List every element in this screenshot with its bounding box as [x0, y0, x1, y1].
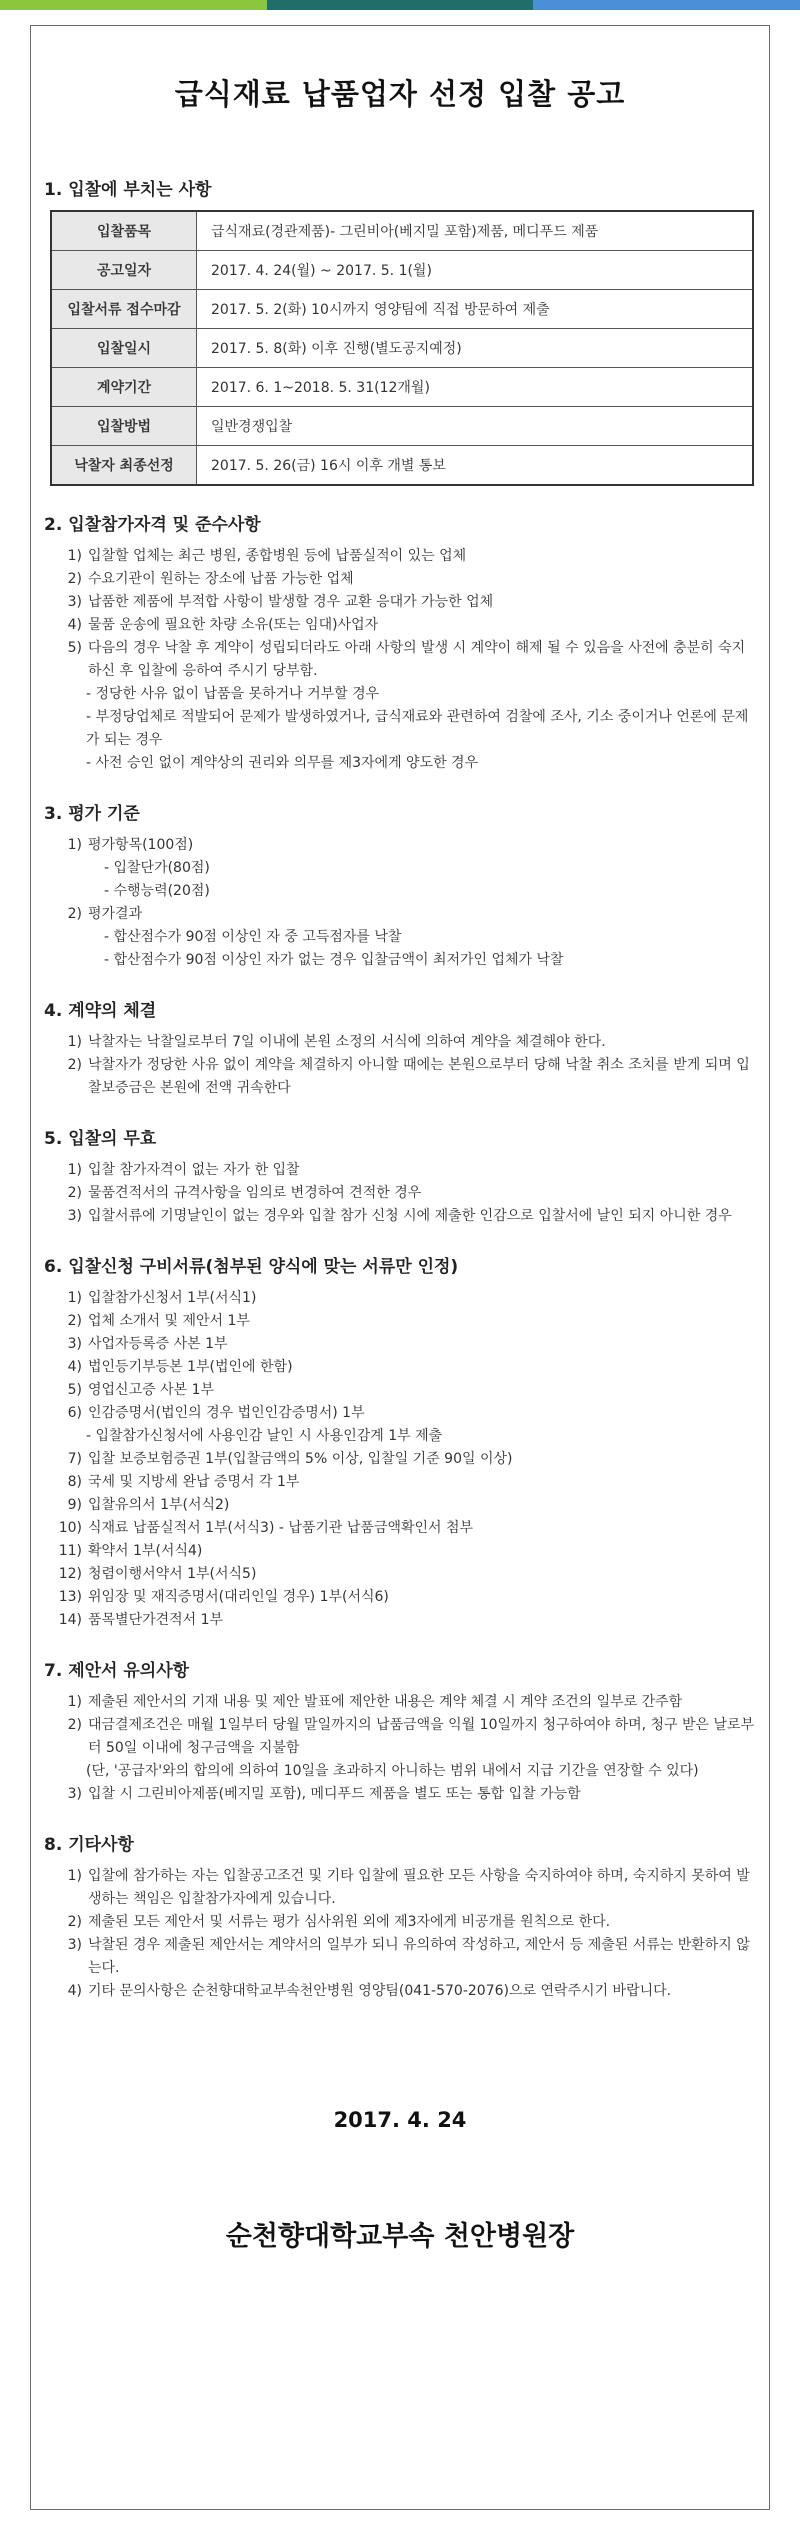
top-bar-green	[0, 0, 267, 10]
sub-item: - 합산점수가 90점 이상인 자 중 고득점자를 낙찰	[104, 929, 402, 945]
item-number: 1)	[67, 1290, 82, 1306]
section-miscellaneous	[44, 1830, 756, 2003]
item-number: 2)	[67, 571, 82, 587]
item-list	[50, 1031, 756, 1100]
section-title: 3. 평가 기준	[44, 804, 140, 824]
sub-item: - 합산점수가 90점 이상인 자가 없는 경우 입찰금액이 최저가인 업체가 낙찰	[104, 952, 564, 968]
item-text: 제출된 모든 제안서 및 서류는 평가 심사위원 외에 제3자에게 비공개를 원칙으로 한다.	[88, 1914, 611, 1930]
item-number: 1)	[67, 837, 82, 853]
item-text: 평가항목(100점)	[88, 837, 194, 853]
list-item	[50, 1586, 756, 1609]
item-text: 인감증명서(법인의 경우 법인인감증명서) 1부	[88, 1405, 365, 1421]
item-number: 1)	[67, 1868, 82, 1884]
row-value: 2017. 6. 1~2018. 5. 31(12개월)	[197, 368, 754, 407]
section-title: 1. 입찰에 부치는 사항	[44, 180, 212, 200]
item-number: 10)	[58, 1520, 82, 1536]
bid-info-table	[50, 210, 754, 486]
item-text: 다음의 경우 낙찰 후 계약이 성립되더라도 아래 사항의 발생 시 계약이 해제 될 수 있음을 사전에 충분히 숙지하신 후 입찰에 응하여 주시기 당부함.	[88, 640, 746, 679]
list-item	[50, 1159, 756, 1182]
list-item	[50, 1783, 756, 1806]
section-title: 8. 기타사항	[44, 1835, 134, 1855]
list-item	[50, 591, 756, 614]
list-item	[50, 1205, 756, 1228]
row-key: 계약기간	[51, 368, 197, 407]
item-text: 사업자등록증 사본 1부	[88, 1336, 228, 1352]
item-text: 입찰 보증보험증권 1부(입찰금액의 5% 이상, 입찰일 기준 90일 이상)	[88, 1451, 513, 1467]
list-item	[50, 545, 756, 568]
item-number: 3)	[67, 1786, 82, 1802]
item-number: 3)	[67, 1336, 82, 1352]
item-text: 영업신고증 사본 1부	[88, 1382, 214, 1398]
table-row	[51, 407, 753, 446]
sub-item: - 부정당업체로 적발되어 문제가 발생하였거나, 급식재료와 관련하여 검찰에 조사, 기소 중이거나 언론에 문제가 되는 경우	[86, 709, 749, 748]
item-text: 입찰할 업체는 최근 병원, 종합병원 등에 납품실적이 있는 업체	[88, 548, 467, 564]
section-title: 2. 입찰참가자격 및 준수사항	[44, 515, 261, 535]
list-item	[50, 1980, 756, 2003]
item-text: 평가결과	[88, 906, 143, 922]
item-text: 입찰에 참가하는 자는 입찰공고조건 및 기타 입찰에 필요한 모든 사항을 숙지하여야 하며, 숙지하지 못하여 발생하는 책임은 입찰참가자에게 있습니다.	[88, 1868, 750, 1907]
item-text: 업체 소개서 및 제안서 1부	[88, 1313, 250, 1329]
row-key: 공고일자	[51, 251, 197, 290]
row-key: 낙찰자 최종선정	[51, 446, 197, 486]
item-number: 12)	[58, 1566, 82, 1582]
item-text: 납품한 제품에 부적합 사항이 발생할 경우 교환 응대가 가능한 업체	[88, 594, 494, 610]
table-row	[51, 329, 753, 368]
list-item	[50, 1934, 756, 1980]
item-text: 물품 운송에 필요한 차량 소유(또는 임대)사업자	[88, 617, 379, 633]
row-key: 입찰방법	[51, 407, 197, 446]
table-row	[51, 368, 753, 407]
item-number: 13)	[58, 1589, 82, 1605]
item-text: 제출된 제안서의 기재 내용 및 제안 발표에 제안한 내용은 계약 체결 시 계약 조건의 일부로 간주함	[88, 1694, 683, 1710]
row-value: 2017. 5. 26(금) 16시 이후 개별 통보	[197, 446, 754, 486]
top-bar-blue	[533, 0, 800, 10]
item-list	[50, 1287, 756, 1632]
list-item	[50, 1356, 756, 1379]
table-row	[51, 290, 753, 329]
item-number: 14)	[58, 1612, 82, 1628]
list-item	[50, 1031, 756, 1054]
list-item	[50, 1379, 756, 1402]
section-title: 6. 입찰신청 구비서류(첨부된 양식에 맞는 서류만 인정)	[44, 1257, 459, 1277]
list-item	[50, 834, 756, 857]
list-item	[50, 1448, 756, 1471]
item-number: 2)	[67, 1914, 82, 1930]
item-text: 낙찰자는 낙찰일로부터 7일 이내에 본원 소정의 서식에 의하여 계약을 체결해야 한다.	[88, 1034, 606, 1050]
section-evaluation	[44, 799, 756, 972]
section-proposal-notes	[44, 1656, 756, 1806]
page-title: 급식재료 납품업자 선정 입찰 공고	[174, 77, 626, 111]
item-number: 1)	[67, 1694, 82, 1710]
item-text: 대금결제조건은 매월 1일부터 당월 말일까지의 납품금액을 익월 10일까지 청구하여야 하며, 청구 받은 날로부터 50일 이내에 청구금액을 지불함	[88, 1717, 755, 1756]
item-text: 확약서 1부(서식4)	[88, 1543, 203, 1559]
item-number: 3)	[67, 1208, 82, 1224]
row-value: 급식재료(경관제품)- 그린비아(베지밀 포함)제품, 메디푸드 제품	[197, 211, 754, 251]
item-text: 낙찰된 경우 제출된 제안서는 계약서의 일부가 되니 유의하여 작성하고, 제안서 등 제출된 서류는 반환하지 않는다.	[88, 1937, 750, 1976]
list-item	[50, 1517, 756, 1540]
row-key: 입찰서류 접수마감	[51, 290, 197, 329]
item-list	[50, 834, 756, 972]
item-text: 식재료 납품실적서 1부(서식3) - 납품기관 납품금액확인서 첨부	[88, 1520, 474, 1536]
table-row	[51, 211, 753, 251]
item-number: 6)	[67, 1405, 82, 1421]
item-number: 4)	[67, 617, 82, 633]
row-value: 2017. 5. 8(화) 이후 진행(별도공지예정)	[197, 329, 754, 368]
section-contract	[44, 996, 756, 1100]
list-item	[50, 1333, 756, 1356]
item-number: 11)	[58, 1543, 82, 1559]
list-item	[50, 1471, 756, 1494]
item-number: 7)	[67, 1451, 82, 1467]
section-title: 7. 제안서 유의사항	[44, 1661, 190, 1681]
row-value: 2017. 5. 2(화) 10시까지 영양팀에 직접 방문하여 제출	[197, 290, 754, 329]
item-number: 2)	[67, 1313, 82, 1329]
item-number: 8)	[67, 1474, 82, 1490]
sub-item: - 정당한 사유 없이 납품을 못하거나 거부할 경우	[86, 686, 380, 702]
row-value: 2017. 4. 24(월) ~ 2017. 5. 1(월)	[197, 251, 754, 290]
list-item	[50, 1402, 756, 1425]
item-text: 입찰서류에 기명날인이 없는 경우와 입찰 참가 신청 시에 제출한 인감으로 입찰서에 날인 되지 아니한 경우	[88, 1208, 732, 1224]
item-text: 입찰 참가자격이 없는 자가 한 입찰	[88, 1162, 300, 1178]
item-text: 법인등기부등본 1부(법인에 한함)	[88, 1359, 293, 1375]
item-text: 입찰유의서 1부(서식2)	[88, 1497, 230, 1513]
list-item	[50, 903, 756, 926]
row-value: 일반경쟁입찰	[197, 407, 754, 446]
item-number: 3)	[67, 594, 82, 610]
top-color-bar	[0, 0, 800, 10]
item-text: 기타 문의사항은 순천향대학교부속천안병원 영양팀(041-570-2076)으로 연락주시기 바랍니다.	[88, 1983, 672, 1999]
item-text: 물품견적서의 규격사항을 임의로 변경하여 견적한 경우	[88, 1185, 422, 1201]
item-number: 1)	[67, 1034, 82, 1050]
list-item	[50, 1287, 756, 1310]
sub-item: - 입찰참가신청서에 사용인감 날인 시 사용인감계 1부 제출	[86, 1428, 443, 1444]
item-number: 4)	[67, 1983, 82, 1999]
item-text: 낙찰자가 정당한 사유 없이 계약을 체결하지 아니할 때에는 본원으로부터 당해 낙찰 취소 조치를 받게 되며 입찰보증금은 본원에 전액 귀속한다	[88, 1057, 750, 1096]
section-title: 4. 계약의 체결	[44, 1001, 157, 1021]
list-item	[50, 1911, 756, 1934]
list-item	[50, 1540, 756, 1563]
top-bar-teal	[267, 0, 534, 10]
issuer-name: 순천향대학교부속 천안병원장	[225, 2221, 575, 2252]
list-item	[50, 1310, 756, 1333]
section-required-documents	[44, 1252, 756, 1632]
item-number: 9)	[67, 1497, 82, 1513]
sub-item: - 사전 승인 없이 계약상의 권리와 의무를 제3자에게 양도한 경우	[86, 755, 479, 771]
item-text: 입찰참가신청서 1부(서식1)	[88, 1290, 257, 1306]
item-number: 4)	[67, 1359, 82, 1375]
item-text: 청렴이행서약서 1부(서식5)	[88, 1566, 257, 1582]
notice-date: 2017. 4. 24	[333, 2108, 467, 2132]
list-item	[50, 637, 756, 683]
item-number: 1)	[67, 1162, 82, 1178]
list-item	[50, 614, 756, 637]
section-bid-items	[44, 175, 756, 486]
list-item	[50, 1054, 756, 1100]
list-item	[50, 1182, 756, 1205]
item-number: 2)	[67, 1717, 82, 1733]
list-item	[50, 1563, 756, 1586]
item-number: 2)	[67, 1057, 82, 1073]
list-item	[50, 1494, 756, 1517]
item-text: 품목별단가견적서 1부	[88, 1612, 224, 1628]
item-list	[50, 1691, 756, 1806]
table-row	[51, 446, 753, 486]
item-number: 2)	[67, 906, 82, 922]
row-key: 입찰일시	[51, 329, 197, 368]
sub-item: - 수행능력(20점)	[104, 883, 210, 899]
sub-item: - 입찰단가(80점)	[104, 860, 210, 876]
item-number: 5)	[67, 1382, 82, 1398]
sub-item: (단, '공급자'와의 합의에 의하여 10일을 초과하지 아니하는 범위 내에서 지급 기간을 연장할 수 있다)	[86, 1763, 699, 1779]
notice-content	[44, 175, 756, 2027]
section-invalid-bids	[44, 1124, 756, 1228]
list-item	[50, 1609, 756, 1632]
row-key: 입찰품목	[51, 211, 197, 251]
item-text: 국세 및 지방세 완납 증명서 각 1부	[88, 1474, 300, 1490]
item-list	[50, 545, 756, 775]
item-text: 입찰 시 그린비아제품(베지밀 포함), 메디푸드 제품을 별도 또는 통합 입찰 가능함	[88, 1786, 581, 1802]
item-list	[50, 1865, 756, 2003]
list-item	[50, 1691, 756, 1714]
section-title: 5. 입찰의 무효	[44, 1129, 157, 1149]
item-number: 5)	[67, 640, 82, 656]
item-text: 수요기관이 원하는 장소에 납품 가능한 업체	[88, 571, 354, 587]
list-item	[50, 1865, 756, 1911]
section-qualifications	[44, 510, 756, 775]
list-item	[50, 1714, 756, 1760]
list-item	[50, 568, 756, 591]
item-number: 3)	[67, 1937, 82, 1953]
item-list	[50, 1159, 756, 1228]
item-text: 위임장 및 재직증명서(대리인일 경우) 1부(서식6)	[88, 1589, 389, 1605]
item-number: 1)	[67, 548, 82, 564]
item-number: 2)	[67, 1185, 82, 1201]
table-row	[51, 251, 753, 290]
